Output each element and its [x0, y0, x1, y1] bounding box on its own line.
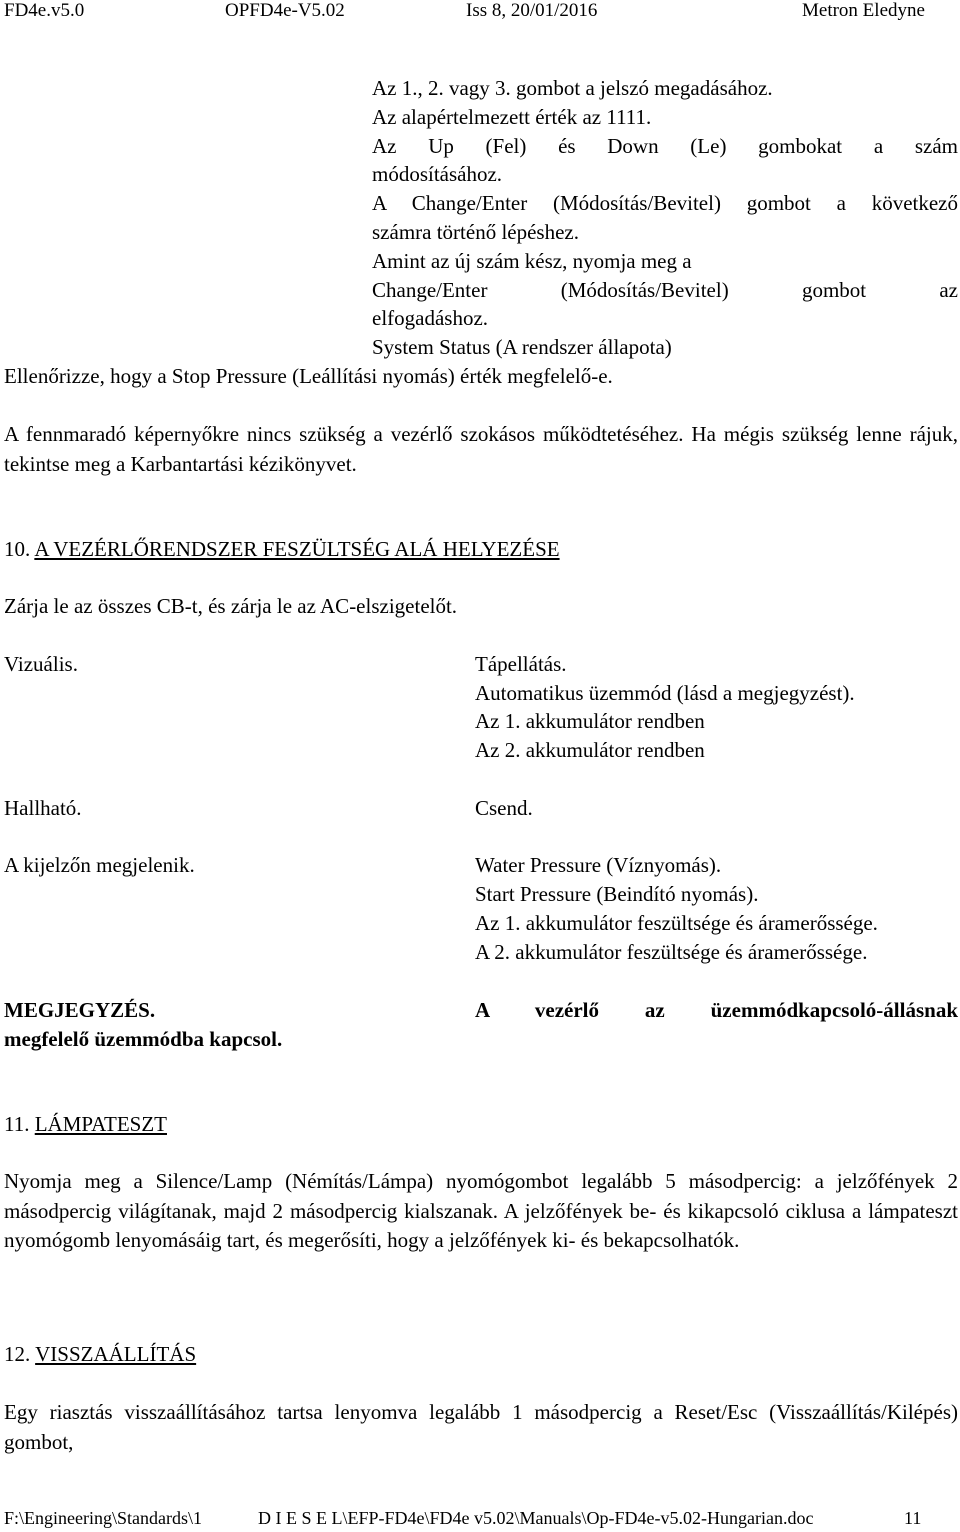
note-label: MEGJEGYZÉS.	[4, 998, 156, 1022]
display-item: Start Pressure (Beindító nyomás).	[475, 882, 759, 906]
section-12-title: VISSZAÁLLÍTÁS	[35, 1342, 197, 1366]
section-10-title: A VEZÉRLŐRENDSZER FESZÜLTSÉG ALÁ HELYEZÉSE	[34, 537, 560, 561]
section-10-instruction: Zárja le az összes CB-t, és zárja le az AC-elszigetelőt.	[4, 594, 458, 618]
section-12-number: 12.	[4, 1342, 31, 1366]
section-11-title: LÁMPATESZT	[34, 1112, 167, 1136]
footer-path: F:\Engineering\Standards\1	[4, 1508, 202, 1528]
section-10-heading	[4, 535, 560, 563]
section-11-heading	[4, 1110, 167, 1138]
section-11-number: 11.	[4, 1112, 30, 1136]
footer-path-rest: D I E S E L\EFP-FD4e\FD4e v5.02\Manuals\Op-FD4e-v5.02-Hungarian.doc	[258, 1508, 814, 1528]
footer-page-number: 11	[904, 1508, 922, 1528]
visual-item: Az 1. akkumulátor rendben	[475, 709, 705, 733]
note-text-continuation: megfelelő üzemmódba kapcsol.	[4, 1027, 283, 1051]
audible-label: Hallható.	[4, 796, 82, 820]
intro-line: Amint az új szám kész, nyomja meg a	[372, 249, 692, 273]
header-version: OPFD4e-V5.02	[225, 0, 345, 21]
header-issue: Iss 8, 20/01/2016	[466, 0, 598, 21]
remaining-screens-paragraph: A fennmaradó képernyőkre nincs szükség a vezérlő szokásos működtetéséhez. Ha mégis szükség lenne rájuk, tekintse meg a Karbantartási kézikönyvet.	[4, 422, 958, 476]
section-10-number: 10.	[4, 537, 31, 561]
visual-label: Vizuális.	[4, 652, 78, 676]
intro-line: számra történő lépéshez.	[372, 220, 579, 244]
intro-line: Az Up (Fel) és Down (Le) gombokat a szám	[372, 134, 958, 158]
section-12-body: Egy riasztás visszaállításához tartsa lenyomva legalább 1 másodpercig a Reset/Esc (Visszaállítás/Kilépés) gombot,	[4, 1400, 958, 1454]
visual-item: Tápellátás.	[475, 652, 567, 676]
visual-item: Az 2. akkumulátor rendben	[475, 738, 705, 762]
display-item: Az 1. akkumulátor feszültsége és áramerőssége.	[475, 911, 878, 935]
intro-line: Az 1., 2. vagy 3. gombot a jelszó megadásához.	[372, 76, 773, 100]
visual-item: Automatikus üzemmód (lásd a megjegyzést).	[475, 681, 855, 705]
display-item: Water Pressure (Víznyomás).	[475, 853, 722, 877]
section-11-body: Nyomja meg a Silence/Lamp (Némítás/Lámpa) nyomógombot legalább 5 másodpercig: a jelzőfények 2 másodpercig világítanak, majd 2 másodpercig kialszanak. A jelzőfények be- és kikapcsoló ciklusa a lámpateszt nyomógomb lenyomásáig tart, és megerősíti, hogy a jelzőfények ki- és bekapcsolhatók.	[4, 1169, 958, 1252]
check-stop-pressure-line: Ellenőrizze, hogy a Stop Pressure (Leállítási nyomás) érték megfelelő-e.	[4, 364, 613, 388]
section-12-heading	[4, 1340, 196, 1368]
display-item: A 2. akkumulátor feszültsége és áramerőssége.	[475, 940, 868, 964]
intro-line: elfogadáshoz.	[372, 306, 489, 330]
intro-line: A Change/Enter (Módosítás/Bevitel) gombot a következő	[372, 191, 958, 215]
intro-line: Change/Enter (Módosítás/Bevitel) gombot az	[372, 278, 958, 302]
display-label: A kijelzőn megjelenik.	[4, 853, 195, 877]
header-doc-id: FD4e.v5.0	[4, 0, 85, 21]
intro-line: Az alapértelmezett érték az 1111.	[372, 105, 652, 129]
intro-line: módosításához.	[372, 162, 503, 186]
audible-value: Csend.	[475, 796, 533, 820]
system-status-line: System Status (A rendszer állapota)	[372, 335, 672, 359]
note-text: A vezérlő az üzemmódkapcsoló-állásnak	[475, 998, 958, 1022]
header-author: Metron Eledyne	[802, 0, 925, 21]
